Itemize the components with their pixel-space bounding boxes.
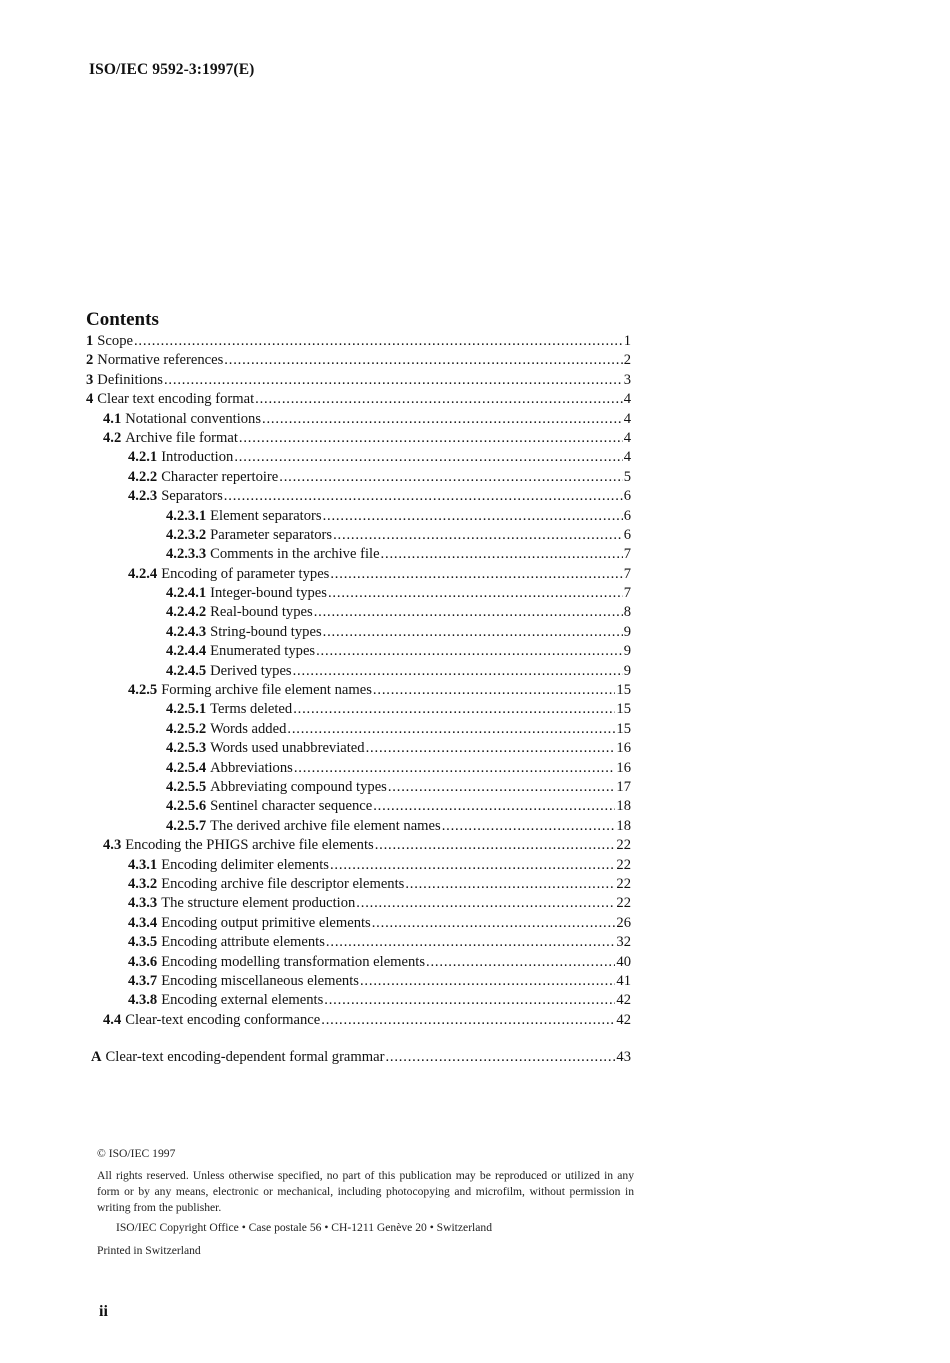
toc-entry-title: The structure element production <box>161 895 356 912</box>
standard-identifier: ISO/IEC 9592-3:1997(E) <box>89 61 255 78</box>
toc-entry[interactable] <box>86 584 631 603</box>
toc-entry-title: Clear-text encoding-dependent formal grammar <box>105 1049 385 1066</box>
toc-entry-title: Encoding output primitive elements <box>161 914 371 931</box>
toc-entry-number: 4.2.3 <box>128 488 158 505</box>
contents-heading: Contents <box>86 309 159 330</box>
toc-entry-page: 8 <box>623 604 631 621</box>
toc-entry-page: 9 <box>623 662 631 679</box>
toc-dot-leader <box>293 662 623 681</box>
toc-entry-page: 18 <box>616 817 631 834</box>
toc-entry-number: 4.2 <box>103 429 122 446</box>
toc-entry-line <box>128 487 631 506</box>
toc-entry-line <box>166 584 631 603</box>
toc-entry-number: 4.2.5.1 <box>166 701 207 718</box>
toc-entry-page: 2 <box>623 352 631 369</box>
toc-entry-number: 4.2.5.5 <box>166 778 207 795</box>
toc-entry[interactable] <box>86 526 631 545</box>
toc-entry-page: 41 <box>616 972 631 989</box>
toc-entry-line <box>128 933 631 952</box>
toc-entry-title: Words added <box>210 720 287 737</box>
toc-entry-page: 7 <box>623 565 631 582</box>
toc-entry-number: 4.2.5.4 <box>166 759 207 776</box>
toc-entry-number: 2 <box>86 352 94 369</box>
toc-entry-page: 6 <box>623 526 631 543</box>
toc-dot-leader <box>287 720 615 739</box>
toc-entry-page: 4 <box>623 429 631 446</box>
toc-entry-page: 6 <box>623 488 631 505</box>
toc-entry-line <box>128 681 631 700</box>
toc-dot-leader <box>381 545 623 564</box>
toc-dot-leader <box>372 914 616 933</box>
toc-dot-leader <box>234 448 622 467</box>
toc-dot-leader <box>333 526 623 545</box>
toc-entry-number: 4.3.5 <box>128 934 158 951</box>
toc-entry-line <box>128 565 631 584</box>
toc-dot-leader <box>323 507 623 526</box>
toc-entry-line <box>166 778 631 797</box>
toc-entry-page: 9 <box>623 623 631 640</box>
table-of-contents <box>86 332 631 1067</box>
toc-entry-page: 42 <box>616 992 631 1009</box>
toc-dot-leader <box>330 565 622 584</box>
toc-entry-line <box>128 953 631 972</box>
toc-entry[interactable] <box>86 856 631 875</box>
toc-entry-title: Comments in the archive file <box>210 546 380 563</box>
toc-entry-title: Enumerated types <box>210 643 316 660</box>
toc-entry-title: String-bound types <box>210 623 322 640</box>
toc-entry[interactable] <box>86 332 631 351</box>
toc-entry-title: Words used unabbreviated <box>210 740 365 757</box>
toc-entry-page: 17 <box>616 778 631 795</box>
toc-entry-number: 4.2.4.5 <box>166 662 207 679</box>
toc-entry-line <box>166 759 631 778</box>
toc-entry[interactable] <box>86 894 631 913</box>
toc-dot-leader <box>314 603 623 622</box>
toc-entry-title: Terms deleted <box>210 701 293 718</box>
rights-statement: All rights reserved. Unless otherwise specified, no part of this publication may be reproduced or utilized in any form or by any means, electronic or mechanical, including photocopying and microfilm, without permission in writing from the publisher. <box>97 1169 634 1214</box>
toc-entry-number: 4 <box>86 391 94 408</box>
toc-dot-leader <box>224 487 623 506</box>
toc-entry-page: 43 <box>616 1049 631 1066</box>
toc-entry-title: Definitions <box>97 371 163 388</box>
toc-entry-number: 4.2.1 <box>128 449 158 466</box>
toc-entry-page: 4 <box>623 449 631 466</box>
toc-entry-number: 4.2.4.4 <box>166 643 207 660</box>
toc-entry-number: 4.2.3.3 <box>166 546 207 563</box>
toc-entry-page: 4 <box>623 410 631 427</box>
toc-entry-line <box>166 507 631 526</box>
toc-entry-number: 4.2.5.2 <box>166 720 207 737</box>
toc-entry-number: 4.3.3 <box>128 895 158 912</box>
toc-entry-page: 42 <box>616 1011 631 1028</box>
toc-entry-number: 4.3 <box>103 837 122 854</box>
toc-entry-title: Abbreviating compound types <box>210 778 387 795</box>
toc-dot-leader <box>316 642 623 661</box>
toc-entry[interactable] <box>86 487 631 506</box>
toc-entry-line <box>128 972 631 991</box>
toc-entry-line <box>128 991 631 1010</box>
toc-entry-number: 4.3.1 <box>128 856 158 873</box>
toc-entry-page: 4 <box>623 391 631 408</box>
toc-entry-line <box>128 856 631 875</box>
toc-entry-line <box>128 468 631 487</box>
toc-entry-title: Clear text encoding format <box>97 391 255 408</box>
toc-entry-title: Encoding archive file descriptor elements <box>161 875 405 892</box>
toc-entry-number: 3 <box>86 371 94 388</box>
toc-entry[interactable] <box>86 390 631 409</box>
toc-entry-title: Encoding attribute elements <box>161 934 325 951</box>
toc-dot-leader <box>356 894 615 913</box>
toc-entry[interactable] <box>86 914 631 933</box>
toc-entry-page: 15 <box>616 720 631 737</box>
toc-entry[interactable] <box>86 642 631 661</box>
toc-dot-leader <box>326 933 615 952</box>
toc-dot-leader <box>373 797 615 816</box>
toc-entry-line <box>91 1048 631 1067</box>
toc-entry[interactable] <box>86 371 631 390</box>
toc-entry[interactable] <box>86 759 631 778</box>
toc-entry-page: 3 <box>623 371 631 388</box>
toc-entry-title: Introduction <box>161 449 234 466</box>
toc-entry-title: Separators <box>161 488 223 505</box>
toc-entry-page: 40 <box>616 953 631 970</box>
toc-entry-page: 6 <box>623 507 631 524</box>
toc-dot-leader <box>330 856 615 875</box>
toc-entry[interactable] <box>86 662 631 681</box>
toc-entry[interactable] <box>86 1011 631 1030</box>
toc-entry-number: 4.3.8 <box>128 992 158 1009</box>
toc-entry[interactable] <box>86 720 631 739</box>
toc-dot-leader <box>328 584 623 603</box>
toc-dot-leader <box>360 972 615 991</box>
toc-entry[interactable] <box>86 1048 631 1067</box>
toc-entry-page: 18 <box>616 798 631 815</box>
toc-dot-leader <box>224 351 622 370</box>
toc-entry-line <box>166 662 631 681</box>
toc-entry-number: 4.2.4.2 <box>166 604 207 621</box>
toc-entry-page: 22 <box>616 837 631 854</box>
page-number: ii <box>99 1303 108 1320</box>
copyright-office-address: ISO/IEC Copyright Office • Case postale 56 • CH-1211 Genève 20 • Switzerland <box>116 1221 493 1234</box>
toc-entry-line <box>166 545 631 564</box>
toc-dot-leader <box>366 739 616 758</box>
toc-entry-title: Character repertoire <box>161 468 279 485</box>
toc-entry-title: Encoding of parameter types <box>161 565 330 582</box>
toc-entry-title: Encoding modelling transformation elements <box>161 953 426 970</box>
toc-entry-line <box>86 390 631 409</box>
toc-entry-number: 4.2.4 <box>128 565 158 582</box>
toc-entry[interactable] <box>86 565 631 584</box>
toc-entry-title: Parameter separators <box>210 526 333 543</box>
toc-entry-line <box>86 351 631 370</box>
toc-entry-page: 15 <box>616 701 631 718</box>
toc-entry-page: 22 <box>616 895 631 912</box>
toc-entry-number: 4.3.4 <box>128 914 158 931</box>
toc-entry-line <box>166 739 631 758</box>
toc-entry[interactable] <box>86 545 631 564</box>
toc-entry-number: 4.2.5.6 <box>166 798 207 815</box>
toc-entry-page: 22 <box>616 875 631 892</box>
toc-entry-title: Sentinel character sequence <box>210 798 373 815</box>
toc-entry[interactable] <box>86 836 631 855</box>
toc-entry[interactable] <box>86 700 631 719</box>
toc-dot-leader <box>324 991 615 1010</box>
toc-entry[interactable] <box>86 953 631 972</box>
toc-dot-leader <box>375 836 616 855</box>
toc-entry-number: 4.3.2 <box>128 875 158 892</box>
toc-entry-number: 4.3.6 <box>128 953 158 970</box>
toc-entry-page: 5 <box>623 468 631 485</box>
toc-dot-leader <box>388 778 616 797</box>
toc-entry-number: 4.2.3.2 <box>166 526 207 543</box>
toc-entry-line <box>128 448 631 467</box>
toc-entry-title: Scope <box>97 333 133 349</box>
toc-entry-line <box>166 603 631 622</box>
toc-entry[interactable] <box>86 468 631 487</box>
toc-entry[interactable] <box>86 351 631 370</box>
toc-entry-page: 32 <box>616 934 631 951</box>
toc-dot-leader <box>279 468 622 487</box>
toc-entry-line <box>166 526 631 545</box>
toc-entry-page: 7 <box>623 585 631 602</box>
toc-entry-line <box>103 836 631 855</box>
toc-dot-leader <box>164 371 623 390</box>
toc-dot-leader <box>405 875 615 894</box>
toc-entry-title: Abbreviations <box>210 759 293 776</box>
toc-entry-line <box>166 700 631 719</box>
toc-entry-number: 4.2.4.1 <box>166 585 207 602</box>
copyright-notice: © ISO/IEC 1997 <box>97 1147 176 1160</box>
toc-dot-leader <box>294 759 616 778</box>
toc-entry[interactable] <box>86 972 631 991</box>
toc-entry[interactable] <box>86 623 631 642</box>
toc-entry-title: The derived archive file element names <box>210 817 441 834</box>
toc-dot-leader <box>255 390 623 409</box>
toc-entry[interactable] <box>86 875 631 894</box>
toc-entry-line <box>103 410 631 429</box>
toc-dot-leader <box>426 953 615 972</box>
toc-entry[interactable] <box>86 778 631 797</box>
toc-dot-leader <box>323 623 623 642</box>
toc-entry-number: 4.2.2 <box>128 468 158 485</box>
toc-entry-page: 7 <box>623 546 631 563</box>
toc-dot-leader <box>239 429 623 448</box>
toc-entry[interactable] <box>86 507 631 526</box>
toc-entry-title: Encoding the PHIGS archive file elements <box>125 837 374 854</box>
toc-entry-title: Real-bound types <box>210 604 313 621</box>
toc-entry-page: 1 <box>623 333 631 349</box>
toc-entry-page: 16 <box>616 740 631 757</box>
toc-dot-leader <box>373 681 615 700</box>
toc-entry-number: 4.1 <box>103 410 122 427</box>
toc-entry-title: Derived types <box>210 662 292 679</box>
toc-entry-line <box>166 623 631 642</box>
toc-entry-title: Element separators <box>210 507 322 524</box>
printed-in: Printed in Switzerland <box>97 1244 201 1257</box>
toc-entry[interactable] <box>86 410 631 429</box>
toc-entry-line <box>166 720 631 739</box>
toc-dot-leader <box>262 410 623 429</box>
toc-entry-title: Integer-bound types <box>210 585 327 602</box>
toc-entry-title: Encoding external elements <box>161 992 324 1009</box>
toc-entry-number: 4.2.5 <box>128 682 158 699</box>
toc-entry[interactable] <box>86 448 631 467</box>
toc-entry-line <box>86 332 631 351</box>
toc-entry-title: Notational conventions <box>125 410 262 427</box>
toc-dot-leader <box>321 1011 615 1030</box>
copyright-block <box>97 1146 634 1259</box>
toc-entry-number: 4.2.4.3 <box>166 623 207 640</box>
toc-entry[interactable] <box>86 933 631 952</box>
toc-entry[interactable] <box>86 429 631 448</box>
toc-entry-number: 4.4 <box>103 1011 122 1028</box>
toc-entry-line <box>166 642 631 661</box>
toc-entry-number: 4.2.5.7 <box>166 817 207 834</box>
toc-entry-line <box>166 797 631 816</box>
toc-entry-line <box>103 429 631 448</box>
toc-entry[interactable] <box>86 739 631 758</box>
toc-entry-number: 4.2.5.3 <box>166 740 207 757</box>
toc-entry-line <box>128 894 631 913</box>
toc-entry-line <box>166 817 631 836</box>
toc-entry[interactable] <box>86 817 631 836</box>
toc-entry-number: 1 <box>86 333 94 349</box>
toc-entry-number: 4.3.7 <box>128 972 158 989</box>
toc-entry-title: Forming archive file element names <box>161 682 372 699</box>
toc-entry[interactable] <box>86 681 631 700</box>
toc-entry[interactable] <box>86 797 631 816</box>
toc-entry-line <box>128 914 631 933</box>
toc-entry-page: 22 <box>616 856 631 873</box>
toc-entry-line <box>86 371 631 390</box>
toc-dot-leader <box>293 700 615 719</box>
toc-entry-number: 4.2.3.1 <box>166 507 207 524</box>
toc-entry-title: Normative references <box>97 352 224 369</box>
toc-dot-leader <box>385 1048 615 1067</box>
toc-entry[interactable] <box>86 991 631 1010</box>
toc-entry-page: 15 <box>616 682 631 699</box>
toc-entry[interactable] <box>86 603 631 622</box>
toc-entry-page: 9 <box>623 643 631 660</box>
toc-entry-line <box>103 1011 631 1030</box>
toc-entry-page: 16 <box>616 759 631 776</box>
toc-entry-title: Archive file format <box>125 429 238 446</box>
toc-entry-title: Encoding delimiter elements <box>161 856 329 873</box>
toc-entry-line <box>128 875 631 894</box>
toc-entry-page: 26 <box>616 914 631 931</box>
toc-entry-number: A <box>91 1049 102 1066</box>
toc-dot-leader <box>442 817 616 836</box>
toc-dot-leader <box>134 332 623 351</box>
toc-entry-title: Clear-text encoding conformance <box>125 1011 321 1028</box>
toc-entry-title: Encoding miscellaneous elements <box>161 972 359 989</box>
